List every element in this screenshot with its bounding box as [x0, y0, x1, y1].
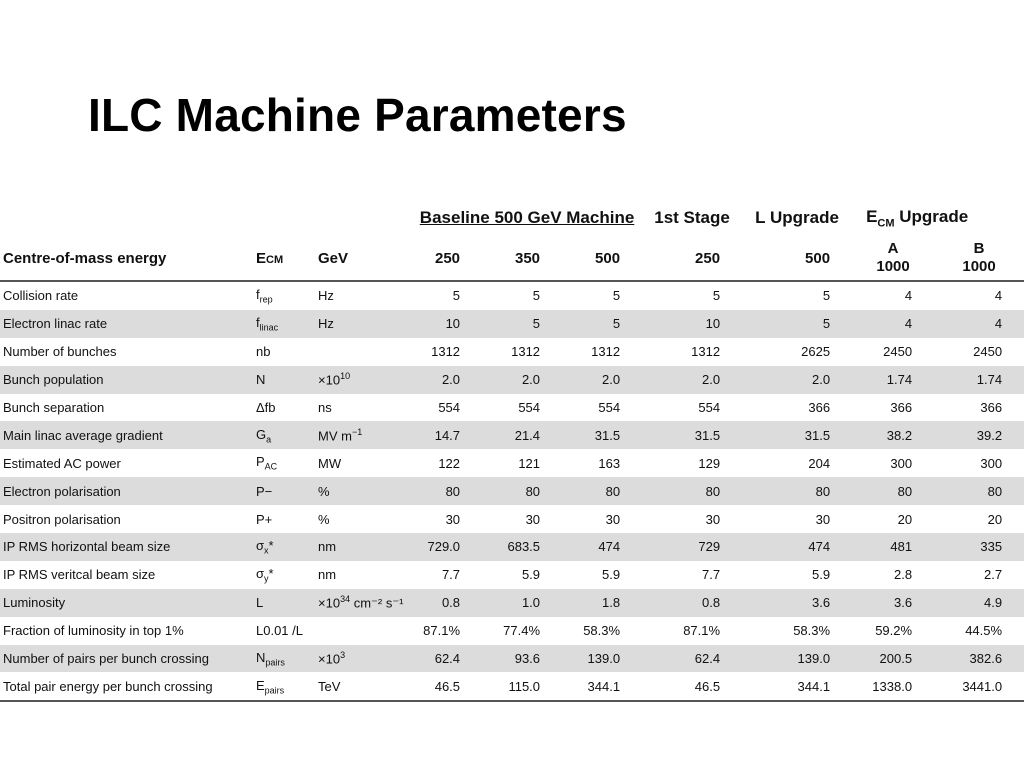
row-name: Electron linac rate	[0, 310, 252, 338]
table-row	[0, 449, 1024, 477]
table-body	[0, 281, 1024, 701]
row-value: 0.8	[412, 589, 482, 617]
row-value: 2.0	[742, 366, 852, 394]
header-name: Centre-of-mass energy	[0, 236, 252, 281]
row-value: 366	[980, 400, 1003, 415]
header-value: 350	[482, 236, 562, 281]
row-value: 115.0	[482, 672, 562, 701]
row-name: IP RMS horizontal beam size	[0, 533, 252, 561]
row-value: 335	[934, 533, 1024, 561]
row-value: 4	[934, 310, 1024, 338]
row-value: 2.0	[562, 366, 642, 394]
row-unit: $\times 10^{34}$ cm⁻² s⁻¹	[314, 589, 412, 617]
table-row	[0, 366, 1024, 394]
row-value: 5	[452, 288, 461, 304]
row-unit: Hz	[314, 310, 412, 338]
header-value: 500	[742, 236, 852, 281]
row-value: 31.5	[742, 421, 852, 449]
row-value: 46.5	[642, 672, 742, 701]
header-a: A 1000	[852, 236, 934, 281]
page-title: ILC Machine Parameters	[88, 89, 627, 141]
row-name: Number of bunches	[3, 344, 117, 360]
row-value: 80	[642, 477, 742, 505]
row-value: 366	[808, 400, 831, 415]
row-unit: MW	[318, 455, 342, 471]
row-value: 10	[412, 310, 482, 338]
row-value: 1.0	[482, 589, 562, 617]
row-value: 2450	[883, 344, 913, 360]
row-value: 683.5	[482, 533, 562, 561]
row-value: 729	[642, 533, 742, 561]
row-value: 1312	[691, 344, 721, 360]
row-symbol: $f_{linac}$	[252, 310, 314, 338]
row-value: 77.4%	[503, 623, 541, 639]
row-value: 1312	[431, 344, 461, 360]
table-row	[0, 561, 1024, 589]
table-row	[0, 533, 1024, 561]
row-value: 80	[562, 477, 642, 505]
row-value: 1.74	[934, 366, 1024, 394]
table-row	[0, 589, 1024, 617]
row-value: 729.0	[412, 533, 482, 561]
row-value: 5	[712, 288, 721, 304]
row-unit: $\times 10^{10}$	[314, 366, 412, 394]
row-unit: ns	[318, 400, 332, 415]
row-symbol: L0.01 /L	[256, 623, 303, 639]
row-value: 58.3%	[793, 623, 831, 639]
row-value: 163	[598, 455, 621, 471]
row-name: Estimated AC power	[3, 455, 121, 471]
row-unit: $\times 10^3$	[314, 645, 412, 673]
table-row	[0, 617, 1024, 645]
header-value: 250	[642, 236, 742, 281]
row-name: Total pair energy per bunch crossing	[0, 672, 252, 701]
row-value: 382.6	[934, 645, 1024, 673]
row-unit: %	[318, 511, 330, 527]
row-value: 21.4	[482, 421, 562, 449]
row-value: 2450	[973, 344, 1003, 360]
row-unit: nm	[314, 533, 412, 561]
row-value: 5.9	[811, 567, 831, 583]
header-unit: GeV	[314, 236, 412, 281]
parameters-table-container	[0, 200, 1024, 702]
row-value: 5.9	[521, 567, 541, 583]
row-value: 3.6	[742, 589, 852, 617]
row-value: 30	[705, 511, 721, 527]
row-symbol: nb	[256, 344, 271, 360]
row-value: 4	[852, 310, 934, 338]
row-value: 30	[525, 511, 541, 527]
row-name: Electron polarisation	[0, 477, 252, 505]
table-row	[0, 281, 1024, 310]
row-value: 300	[980, 455, 1003, 471]
row-value: 474	[562, 533, 642, 561]
row-name: Fraction of luminosity in top 1%	[3, 623, 184, 639]
row-unit: MV $m^{-1}$	[314, 421, 412, 449]
header-symbol: Ecm	[252, 236, 314, 281]
row-value: 38.2	[852, 421, 934, 449]
row-value: 5	[482, 310, 562, 338]
row-unit	[314, 617, 412, 645]
row-value: 474	[742, 533, 852, 561]
row-value: 31.5	[642, 421, 742, 449]
row-value: 30	[815, 511, 831, 527]
row-value: 30	[605, 511, 621, 527]
row-name: Number of pairs per bunch crossing	[0, 645, 252, 673]
row-value: 46.5	[412, 672, 482, 701]
row-value: 554	[598, 400, 621, 415]
row-value: 554	[518, 400, 541, 415]
row-value: 39.2	[934, 421, 1024, 449]
row-value: 5	[822, 288, 831, 304]
row-value: 7.7	[701, 567, 721, 583]
row-value: 366	[890, 400, 913, 415]
table-row	[0, 338, 1024, 366]
row-value: 93.6	[482, 645, 562, 673]
row-symbol: Δfb	[256, 400, 276, 415]
row-unit: %	[314, 477, 412, 505]
row-value: 14.7	[412, 421, 482, 449]
table-row	[0, 421, 1024, 449]
row-name: IP RMS veritcal beam size	[3, 567, 156, 583]
row-value: 5	[612, 288, 621, 304]
row-name: Main linac average gradient	[0, 421, 252, 449]
parameters-table	[0, 200, 1024, 702]
row-value: 80	[852, 477, 934, 505]
row-value: 5.9	[601, 567, 621, 583]
row-unit: nm	[318, 567, 337, 583]
row-value: 1.74	[852, 366, 934, 394]
header-value: 250	[412, 236, 482, 281]
table-row	[0, 394, 1024, 422]
row-symbol: $f_{rep}$	[256, 287, 273, 305]
row-value: 7.7	[441, 567, 461, 583]
row-value: 129	[698, 455, 721, 471]
row-value: 10	[642, 310, 742, 338]
row-value: 80	[482, 477, 562, 505]
row-value: 58.3%	[583, 623, 621, 639]
row-value: 80	[412, 477, 482, 505]
row-value: 87.1%	[683, 623, 721, 639]
row-value: 2625	[801, 344, 831, 360]
row-symbol: $N_{pairs}$	[252, 645, 314, 673]
row-value: 4	[994, 288, 1003, 304]
table-row	[0, 477, 1024, 505]
group-l-upgrade: L Upgrade	[755, 208, 839, 227]
group-first-stage: 1st Stage	[654, 208, 730, 227]
row-value: 2.7	[984, 567, 1003, 583]
row-value: 20	[987, 511, 1003, 527]
table-row	[0, 672, 1024, 701]
row-symbol: P−	[252, 477, 314, 505]
row-value: 5	[742, 310, 852, 338]
row-value: 200.5	[852, 645, 934, 673]
row-value: 4	[904, 288, 913, 304]
row-value: 3.6	[852, 589, 934, 617]
row-value: 3441.0	[934, 672, 1024, 701]
group-ecm-upgrade: $E_{CM}$ Upgrade	[866, 206, 969, 230]
row-value: 344.1	[742, 672, 852, 701]
row-value: 204	[808, 455, 831, 471]
row-symbol: L	[252, 589, 314, 617]
row-value: 139.0	[742, 645, 852, 673]
row-symbol: $P_{AC}$	[256, 454, 278, 473]
row-unit: TeV	[314, 672, 412, 701]
row-value: 62.4	[412, 645, 482, 673]
row-name: Bunch separation	[3, 400, 105, 415]
row-value: 30	[445, 511, 461, 527]
row-unit: Hz	[318, 288, 334, 304]
row-symbol: $E_{pairs}$	[252, 672, 314, 701]
row-symbol: $G_a$	[252, 421, 314, 449]
row-symbol: P+	[256, 511, 273, 527]
row-value: 554	[698, 400, 721, 415]
table-row	[0, 310, 1024, 338]
row-value: 20	[897, 511, 913, 527]
row-value: 62.4	[642, 645, 742, 673]
row-value: 5	[562, 310, 642, 338]
row-value: 5	[532, 288, 541, 304]
row-value: 2.0	[642, 366, 742, 394]
row-value: 1338.0	[852, 672, 934, 701]
row-value: 1312	[511, 344, 541, 360]
row-value: 87.1%	[423, 623, 461, 639]
table-row	[0, 645, 1024, 673]
row-symbol: $\sigma_y*$	[256, 566, 274, 584]
row-name: Positron polarisation	[3, 511, 121, 527]
header-value: 500	[562, 236, 642, 281]
row-symbol: $\sigma_x*$	[252, 533, 314, 561]
row-value: 481	[852, 533, 934, 561]
group-baseline: Baseline 500 GeV Machine	[419, 208, 635, 227]
row-value: 31.5	[562, 421, 642, 449]
row-unit	[314, 338, 412, 366]
row-value: 300	[890, 455, 913, 471]
row-value: 122	[438, 455, 461, 471]
row-value: 80	[934, 477, 1024, 505]
column-header-row	[0, 236, 1024, 281]
row-value: 1.8	[562, 589, 642, 617]
header-b: B 1000	[934, 236, 1024, 281]
row-value: 2.0	[412, 366, 482, 394]
row-value: 554	[438, 400, 461, 415]
row-value: 44.5%	[965, 623, 1003, 639]
table-row	[0, 505, 1024, 533]
row-name: Bunch population	[0, 366, 252, 394]
row-name: Luminosity	[0, 589, 252, 617]
row-value: 1312	[591, 344, 621, 360]
row-symbol: N	[252, 366, 314, 394]
row-value: 344.1	[562, 672, 642, 701]
row-value: 139.0	[562, 645, 642, 673]
row-value: 121	[518, 455, 541, 471]
group-header-row	[0, 200, 1024, 236]
row-value: 0.8	[642, 589, 742, 617]
row-value: 59.2%	[875, 623, 913, 639]
row-name: Collision rate	[3, 288, 79, 304]
row-value: 2.0	[482, 366, 562, 394]
row-value: 2.8	[893, 567, 913, 583]
row-value: 4.9	[934, 589, 1024, 617]
row-value: 80	[742, 477, 852, 505]
